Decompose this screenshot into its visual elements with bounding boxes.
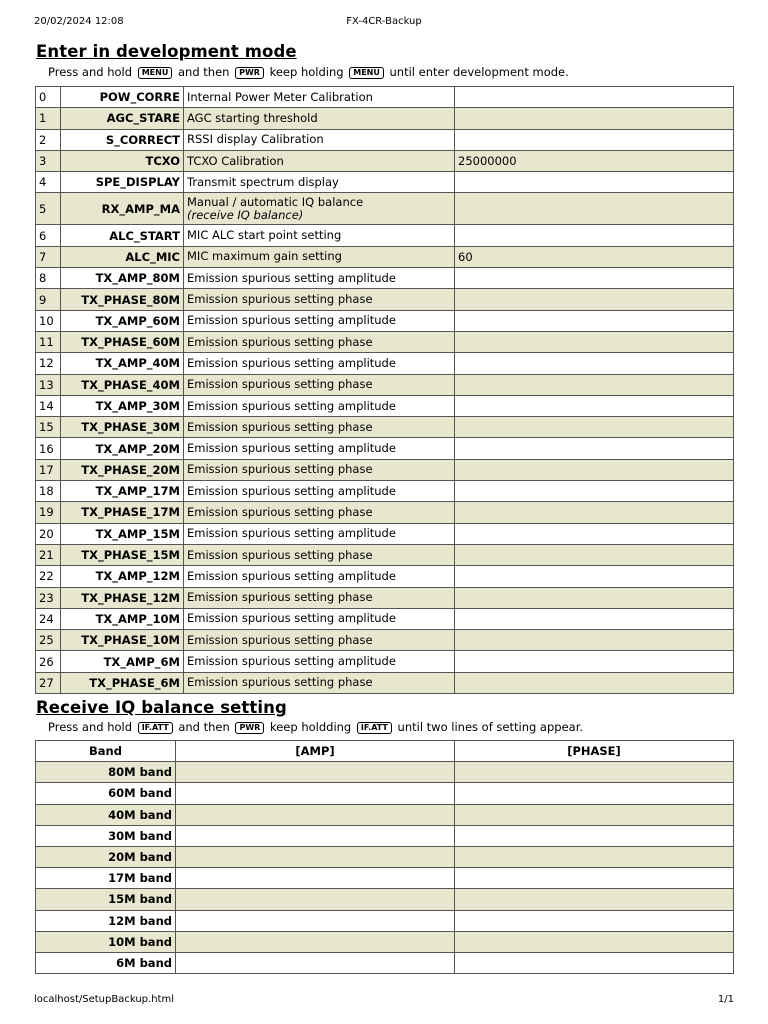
param-number: 22 — [36, 566, 61, 587]
param-name: SPE_DISPLAY — [61, 172, 184, 193]
param-value — [455, 417, 734, 438]
table-row — [36, 566, 734, 587]
iq-header-row — [36, 741, 734, 762]
amp-value — [176, 868, 455, 889]
table-row — [36, 87, 734, 108]
param-description — [184, 544, 455, 565]
print-url: localhost/SetupBackup.html — [34, 994, 174, 1005]
param-value — [455, 608, 734, 629]
param-value — [455, 374, 734, 395]
print-page-number: 1/1 — [717, 994, 734, 1005]
param-description — [184, 246, 455, 267]
param-number: 21 — [36, 544, 61, 565]
param-name: ALC_START — [61, 225, 184, 246]
param-description — [184, 566, 455, 587]
param-name: TX_PHASE_10M — [61, 630, 184, 651]
param-value — [455, 225, 734, 246]
table-row — [36, 931, 734, 952]
dev-section-title: Enter in development mode — [36, 42, 297, 61]
param-value — [455, 438, 734, 459]
table-row — [36, 804, 734, 825]
param-number: 0 — [36, 87, 61, 108]
param-description-text: Emission spurious setting amplitude — [187, 611, 396, 626]
table-row — [36, 310, 734, 331]
amp-value — [176, 910, 455, 931]
param-description-text: Emission spurious setting amplitude — [187, 568, 396, 583]
param-name: TX_PHASE_6M — [61, 672, 184, 693]
phase-value — [455, 931, 734, 952]
param-description — [184, 374, 455, 395]
param-value: 25000000 — [455, 150, 734, 171]
table-row — [36, 846, 734, 867]
param-description-note: (receive IQ balance) — [187, 207, 304, 222]
param-name: TCXO — [61, 150, 184, 171]
amp-value — [176, 889, 455, 910]
param-value — [455, 353, 734, 374]
band-label: 40M band — [36, 804, 176, 825]
param-name: ALC_MIC — [61, 246, 184, 267]
param-name: TX_PHASE_15M — [61, 544, 184, 565]
param-description — [184, 417, 455, 438]
param-description-text: Emission spurious setting amplitude — [187, 441, 396, 456]
band-column-header: Band — [36, 741, 176, 762]
param-description-text: Manual / automatic IQ balance — [187, 194, 364, 209]
band-label: 10M band — [36, 931, 176, 952]
print-footer — [34, 994, 734, 1008]
table-row — [36, 502, 734, 523]
param-description-text: Emission spurious setting phase — [187, 632, 373, 647]
param-name: TX_AMP_10M — [61, 608, 184, 629]
param-number: 4 — [36, 172, 61, 193]
param-name: TX_PHASE_30M — [61, 417, 184, 438]
dev-instr-text-2: and then — [177, 65, 230, 79]
iq-instr-text-1: Press and hold — [48, 720, 133, 734]
param-value — [455, 268, 734, 289]
param-description — [184, 108, 455, 129]
param-number: 2 — [36, 129, 61, 150]
param-description-text: Emission spurious setting phase — [187, 462, 373, 477]
param-value — [455, 630, 734, 651]
dev-instr-text-3: keep holding — [269, 65, 344, 79]
amp-column-header: [AMP] — [176, 741, 455, 762]
param-description — [184, 193, 455, 225]
table-row — [36, 150, 734, 171]
param-value — [455, 108, 734, 129]
param-number: 24 — [36, 608, 61, 629]
param-number: 5 — [36, 193, 61, 225]
table-row — [36, 331, 734, 352]
amp-value — [176, 783, 455, 804]
param-description — [184, 353, 455, 374]
phase-value — [455, 868, 734, 889]
ifatt-key-badge-2: IF.ATT — [357, 722, 392, 734]
param-name: TX_AMP_40M — [61, 353, 184, 374]
table-row — [36, 438, 734, 459]
param-value — [455, 395, 734, 416]
menu-key-badge: MENU — [138, 67, 173, 79]
table-row — [36, 417, 734, 438]
table-row — [36, 651, 734, 672]
phase-value — [455, 846, 734, 867]
param-value — [455, 672, 734, 693]
table-row — [36, 783, 734, 804]
param-number: 11 — [36, 331, 61, 352]
amp-value — [176, 846, 455, 867]
param-description — [184, 630, 455, 651]
param-description — [184, 87, 455, 108]
param-description-text: TCXO Calibration — [187, 153, 284, 168]
table-row — [36, 544, 734, 565]
param-value: 60 — [455, 246, 734, 267]
param-number: 10 — [36, 310, 61, 331]
phase-value — [455, 804, 734, 825]
table-row — [36, 129, 734, 150]
param-description — [184, 172, 455, 193]
table-row — [36, 630, 734, 651]
iq-balance-table — [35, 740, 734, 974]
param-description-text: Emission spurious setting amplitude — [187, 270, 396, 285]
param-name: TX_PHASE_40M — [61, 374, 184, 395]
param-value — [455, 193, 734, 225]
param-description — [184, 502, 455, 523]
table-row — [36, 395, 734, 416]
param-name: TX_AMP_60M — [61, 310, 184, 331]
param-value — [455, 544, 734, 565]
table-row — [36, 225, 734, 246]
param-description-text: AGC starting threshold — [187, 110, 318, 125]
iq-instructions — [48, 720, 583, 734]
param-name: TX_PHASE_60M — [61, 331, 184, 352]
table-row — [36, 672, 734, 693]
param-description-text: Emission spurious setting phase — [187, 292, 373, 307]
table-row — [36, 608, 734, 629]
table-row — [36, 587, 734, 608]
param-description-text: Emission spurious setting phase — [187, 675, 373, 690]
band-label: 60M band — [36, 783, 176, 804]
param-name: TX_AMP_30M — [61, 395, 184, 416]
table-row — [36, 910, 734, 931]
iq-instr-text-3: keep holdding — [269, 720, 352, 734]
param-description-text: Emission spurious setting phase — [187, 547, 373, 562]
table-row — [36, 889, 734, 910]
param-description — [184, 150, 455, 171]
param-name: TX_AMP_6M — [61, 651, 184, 672]
param-name: TX_AMP_17M — [61, 481, 184, 502]
table-row — [36, 762, 734, 783]
table-row — [36, 193, 734, 225]
param-value — [455, 587, 734, 608]
param-number: 17 — [36, 459, 61, 480]
param-number: 25 — [36, 630, 61, 651]
param-description-text: Emission spurious setting amplitude — [187, 398, 396, 413]
param-value — [455, 289, 734, 310]
param-name: TX_AMP_20M — [61, 438, 184, 459]
band-label: 17M band — [36, 868, 176, 889]
param-value — [455, 129, 734, 150]
amp-value — [176, 804, 455, 825]
param-description-text: MIC maximum gain setting — [187, 249, 342, 264]
phase-column-header: [PHASE] — [455, 741, 734, 762]
param-description-text: Emission spurious setting amplitude — [187, 313, 396, 328]
param-name: RX_AMP_MA — [61, 193, 184, 225]
param-description — [184, 310, 455, 331]
param-description — [184, 289, 455, 310]
param-name: AGC_STARE — [61, 108, 184, 129]
iq-instr-text-2: and then — [178, 720, 230, 734]
param-number: 3 — [36, 150, 61, 171]
pwr-key-badge: PWR — [235, 67, 264, 79]
param-description-text: MIC ALC start point setting — [187, 228, 342, 243]
param-description-text: Emission spurious setting amplitude — [187, 355, 396, 370]
phase-value — [455, 825, 734, 846]
print-header — [34, 16, 734, 30]
param-number: 12 — [36, 353, 61, 374]
menu-key-badge-2: MENU — [349, 67, 384, 79]
table-row — [36, 172, 734, 193]
param-name: TX_AMP_80M — [61, 268, 184, 289]
table-row — [36, 825, 734, 846]
band-label: 12M band — [36, 910, 176, 931]
param-number: 20 — [36, 523, 61, 544]
param-number: 8 — [36, 268, 61, 289]
param-description — [184, 331, 455, 352]
param-value — [455, 566, 734, 587]
table-row — [36, 246, 734, 267]
phase-value — [455, 889, 734, 910]
param-description — [184, 268, 455, 289]
table-row — [36, 868, 734, 889]
param-description-text: RSSI display Calibration — [187, 132, 324, 147]
phase-value — [455, 952, 734, 973]
param-description — [184, 651, 455, 672]
table-row — [36, 459, 734, 480]
param-number: 14 — [36, 395, 61, 416]
dev-instr-text-4: until enter development mode. — [389, 65, 569, 79]
param-description — [184, 459, 455, 480]
band-label: 6M band — [36, 952, 176, 973]
band-label: 15M band — [36, 889, 176, 910]
param-description-text: Emission spurious setting phase — [187, 377, 373, 392]
param-name: TX_PHASE_12M — [61, 587, 184, 608]
param-value — [455, 459, 734, 480]
param-description-text: Emission spurious setting amplitude — [187, 526, 396, 541]
param-number: 9 — [36, 289, 61, 310]
param-description — [184, 672, 455, 693]
param-number: 26 — [36, 651, 61, 672]
iq-section-title: Receive IQ balance setting — [36, 698, 287, 717]
param-value — [455, 481, 734, 502]
band-label: 80M band — [36, 762, 176, 783]
param-description-text: Emission spurious setting phase — [187, 590, 373, 605]
param-description — [184, 608, 455, 629]
param-name: TX_PHASE_80M — [61, 289, 184, 310]
param-number: 19 — [36, 502, 61, 523]
param-name: POW_CORRE — [61, 87, 184, 108]
param-description-text: Emission spurious setting phase — [187, 504, 373, 519]
phase-value — [455, 762, 734, 783]
param-number: 16 — [36, 438, 61, 459]
param-description — [184, 129, 455, 150]
table-row — [36, 374, 734, 395]
param-value — [455, 523, 734, 544]
phase-value — [455, 783, 734, 804]
param-name: TX_PHASE_20M — [61, 459, 184, 480]
param-number: 1 — [36, 108, 61, 129]
param-number: 27 — [36, 672, 61, 693]
param-number: 7 — [36, 246, 61, 267]
table-row — [36, 268, 734, 289]
param-description — [184, 481, 455, 502]
amp-value — [176, 825, 455, 846]
table-row — [36, 108, 734, 129]
param-description-text: Emission spurious setting amplitude — [187, 483, 396, 498]
param-value — [455, 331, 734, 352]
param-value — [455, 651, 734, 672]
dev-instr-text-1: Press and hold — [48, 65, 133, 79]
amp-value — [176, 952, 455, 973]
param-description — [184, 395, 455, 416]
band-label: 20M band — [36, 846, 176, 867]
param-description-text: Emission spurious setting amplitude — [187, 654, 396, 669]
amp-value — [176, 931, 455, 952]
param-name: S_CORRECT — [61, 129, 184, 150]
phase-value — [455, 910, 734, 931]
param-description — [184, 523, 455, 544]
param-description-text: Internal Power Meter Calibration — [187, 89, 373, 104]
table-row — [36, 523, 734, 544]
param-name: TX_AMP_15M — [61, 523, 184, 544]
param-number: 13 — [36, 374, 61, 395]
table-row — [36, 289, 734, 310]
dev-mode-table — [35, 86, 734, 694]
param-number: 23 — [36, 587, 61, 608]
table-row — [36, 952, 734, 973]
param-description-text: Emission spurious setting phase — [187, 419, 373, 434]
iq-instr-text-4: until two lines of setting appear. — [397, 720, 584, 734]
amp-value — [176, 762, 455, 783]
pwr-key-badge-2: PWR — [235, 722, 264, 734]
param-name: TX_PHASE_17M — [61, 502, 184, 523]
param-description — [184, 225, 455, 246]
param-value — [455, 310, 734, 331]
dev-instructions — [48, 65, 569, 79]
param-description-text: Emission spurious setting phase — [187, 334, 373, 349]
ifatt-key-badge: IF.ATT — [138, 722, 173, 734]
param-number: 18 — [36, 481, 61, 502]
band-label: 30M band — [36, 825, 176, 846]
param-value — [455, 502, 734, 523]
param-name: TX_AMP_12M — [61, 566, 184, 587]
param-value — [455, 87, 734, 108]
param-description-text: Transmit spectrum display — [187, 174, 339, 189]
param-number: 15 — [36, 417, 61, 438]
print-datetime: 20/02/2024 12:08 — [34, 16, 124, 27]
param-description — [184, 438, 455, 459]
param-number: 6 — [36, 225, 61, 246]
param-value — [455, 172, 734, 193]
print-doc-title: FX-4CR-Backup — [346, 16, 422, 27]
table-row — [36, 481, 734, 502]
param-description — [184, 587, 455, 608]
table-row — [36, 353, 734, 374]
